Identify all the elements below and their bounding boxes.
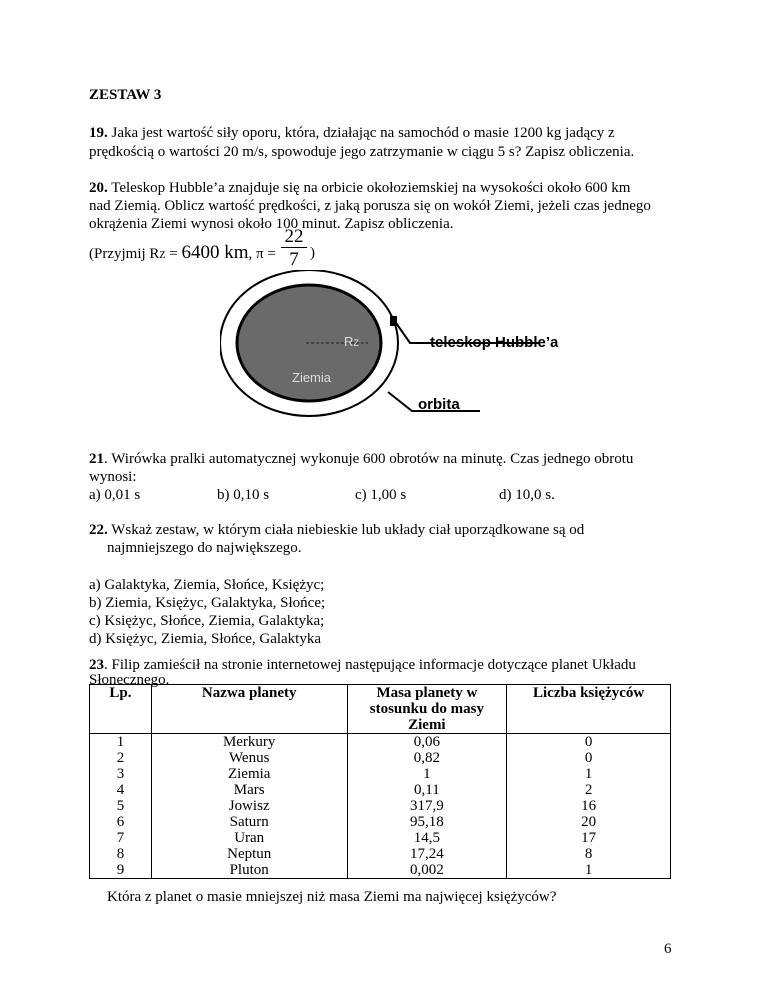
cell-moons: 8: [507, 846, 671, 862]
telescope-mark: [390, 316, 397, 326]
cell-planet-name: Saturn: [151, 814, 347, 830]
cell-mass: 0,002: [347, 862, 507, 879]
col-header-name: Nazwa planety: [151, 685, 347, 734]
q23-line2: Słonecznego.: [89, 672, 170, 688]
table-header-row: [90, 685, 671, 734]
assume-pi: , π =: [248, 246, 276, 262]
q23-line1: [89, 656, 636, 674]
radius-label: [344, 334, 359, 349]
q23-number: 23: [89, 657, 104, 673]
section-title: ZESTAW 3: [89, 87, 162, 103]
table-row: [90, 846, 671, 862]
assume-prefix: (Przyjmij R: [89, 246, 160, 262]
q21-line2: wynosi:: [89, 469, 137, 485]
q22-option-b: b) Ziemia, Księżyc, Galaktyka, Słońce;: [89, 595, 326, 611]
table-row: [90, 814, 671, 830]
cell-lp: 7: [90, 830, 152, 846]
cell-lp: 3: [90, 766, 152, 782]
assume-close: ): [310, 245, 315, 261]
q21-line1: [89, 450, 633, 468]
q20-text-1: Teleskop Hubble’a znajduje się na orbicie okołoziemskiej na wysokości około 600 km: [107, 180, 631, 196]
q21-option-b: b) 0,10 s: [217, 487, 270, 503]
cell-mass: 317,9: [347, 798, 507, 814]
cell-lp: 2: [90, 750, 152, 766]
q20-line1: [89, 179, 630, 197]
q22-option-a: a) Galaktyka, Ziemia, Słońce, Księżyc;: [89, 577, 325, 593]
cell-planet-name: Neptun: [151, 846, 347, 862]
q20-number: 20.: [89, 180, 108, 196]
cell-planet-name: Jowisz: [151, 798, 347, 814]
q22-text-1: Wskaż zestaw, w którym ciała niebieskie lub układy ciał uporządkowane są od: [107, 522, 585, 538]
col-header-mass: Masa planety w stosunku do masy Ziemi: [347, 685, 507, 734]
cell-mass: 0,11: [347, 782, 507, 798]
col-header-moons: Liczba księżyców: [507, 685, 671, 734]
cell-planet-name: Merkury: [151, 734, 347, 751]
q19-line2: prędkością o wartości 20 m/s, spowoduje jego zatrzymanie w ciągu 5 s? Zapisz obliczenia.: [89, 144, 635, 160]
q21-option-d: d) 10,0 s.: [499, 487, 555, 503]
q19-line1: [89, 124, 615, 142]
q20-line2: nad Ziemią. Oblicz wartość prędkości, z jaką porusza się on wokół Ziemi, jeżeli czas jednego: [89, 198, 651, 214]
q22-line1: [89, 521, 584, 539]
orbit-label: orbita: [418, 396, 460, 413]
cell-moons: 16: [507, 798, 671, 814]
radius-label-sub: Z: [353, 338, 359, 348]
cell-mass: 17,24: [347, 846, 507, 862]
q21-number: 21: [89, 451, 104, 467]
cell-moons: 1: [507, 862, 671, 879]
cell-planet-name: Pluton: [151, 862, 347, 879]
cell-mass: 0,82: [347, 750, 507, 766]
assume-eq: =: [165, 246, 182, 262]
pi-fraction-numerator: 22: [281, 227, 307, 248]
q20-line3: okrążenia Ziemi wynosi około 100 minut. Zapisz obliczenia.: [89, 216, 454, 232]
radius-label-r: R: [344, 334, 354, 349]
assume-sub: Z: [159, 250, 166, 261]
q22-option-c: c) Księżyc, Słońce, Ziemia, Galaktyka;: [89, 613, 325, 629]
cell-moons: 2: [507, 782, 671, 798]
q19-text-1: Jaka jest wartość siły oporu, która, działając na samochód o masie 1200 kg jadący z: [107, 125, 615, 141]
table-row: [90, 798, 671, 814]
table-row: [90, 734, 671, 751]
cell-moons: 0: [507, 750, 671, 766]
cell-moons: 20: [507, 814, 671, 830]
cell-lp: 9: [90, 862, 152, 879]
q21-option-a: a) 0,01 s: [89, 487, 141, 503]
q22-option-d: d) Księżyc, Ziemia, Słońce, Galaktyka: [89, 631, 322, 647]
cell-planet-name: Ziemia: [151, 766, 347, 782]
telescope-label: teleskop Hubble’a: [430, 334, 559, 351]
q22-number: 22.: [89, 522, 108, 538]
cell-planet-name: Uran: [151, 830, 347, 846]
cell-lp: 4: [90, 782, 152, 798]
q21-text-1: . Wirówka pralki automatycznej wykonuje 600 obrotów na minutę. Czas jednego obrotu: [104, 451, 634, 467]
planets-table: [89, 684, 671, 879]
cell-mass: 1: [347, 766, 507, 782]
earth-label: Ziemia: [292, 370, 332, 385]
earth-radius-value: 6400 km: [181, 242, 249, 263]
q19-number: 19.: [89, 125, 108, 141]
col-header-lp: Lp.: [90, 685, 152, 734]
cell-mass: 0,06: [347, 734, 507, 751]
cell-moons: 17: [507, 830, 671, 846]
table-row: [90, 862, 671, 879]
cell-lp: 8: [90, 846, 152, 862]
q23-question: Która z planet o masie mniejszej niż masa Ziemi ma najwięcej księżyców?: [107, 889, 557, 905]
q23-text-1: . Filip zamieścił na stronie internetowej następujące informacje dotyczące planet Układu: [104, 657, 636, 673]
cell-mass: 95,18: [347, 814, 507, 830]
cell-planet-name: Wenus: [151, 750, 347, 766]
q20-assumption: [89, 244, 276, 265]
cell-mass: 14,5: [347, 830, 507, 846]
cell-moons: 0: [507, 734, 671, 751]
pi-fraction-denominator: 7: [289, 249, 299, 270]
q21-option-c: c) 1,00 s: [355, 487, 407, 503]
q22-line2: najmniejszego do największego.: [107, 540, 302, 556]
cell-lp: 5: [90, 798, 152, 814]
table-row: [90, 766, 671, 782]
cell-planet-name: Mars: [151, 782, 347, 798]
cell-moons: 1: [507, 766, 671, 782]
table-row: [90, 750, 671, 766]
cell-lp: 6: [90, 814, 152, 830]
cell-lp: 1: [90, 734, 152, 751]
table-row: [90, 782, 671, 798]
table-row: [90, 830, 671, 846]
page-number: 6: [664, 941, 672, 957]
